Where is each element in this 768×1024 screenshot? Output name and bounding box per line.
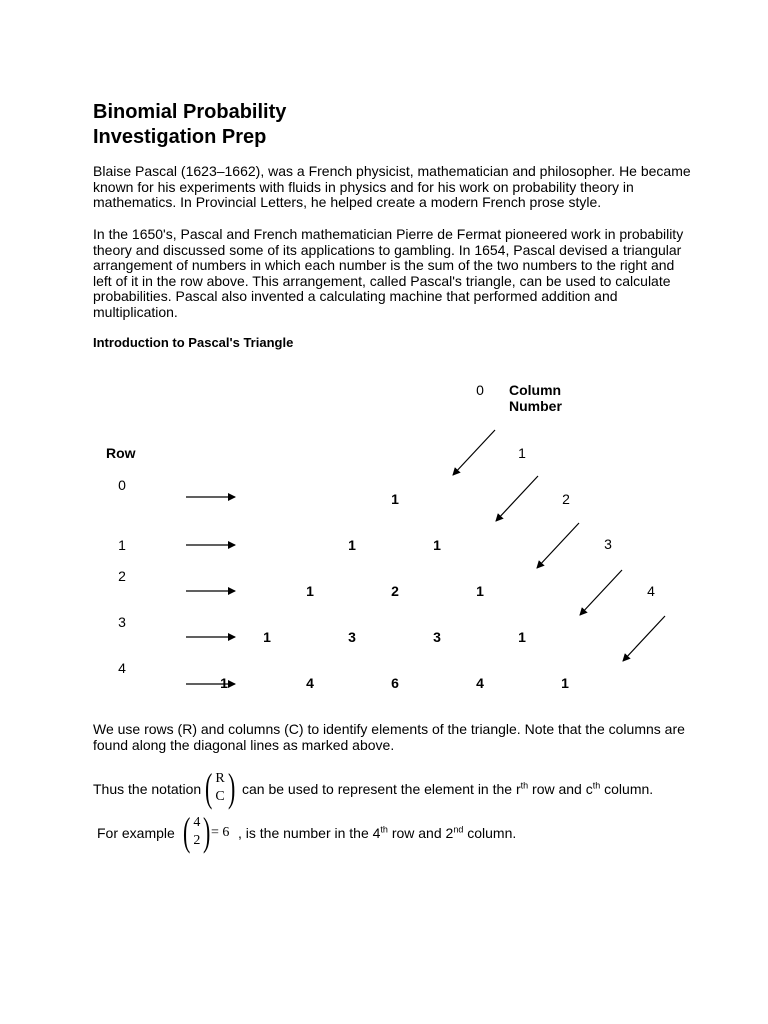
row-number-1: 1 xyxy=(118,537,126,553)
right-paren: ) xyxy=(203,809,211,854)
column-number-3: 3 xyxy=(604,536,612,552)
triangle-cell-r1-c0: 1 xyxy=(348,537,356,553)
notation-text-1: can be used to represent the element in the r xyxy=(242,781,521,797)
example-sup-2: nd xyxy=(453,824,464,835)
triangle-cell-r2-c1: 2 xyxy=(391,583,399,599)
column-arrow-4 xyxy=(623,616,665,661)
column-number-0: 0 xyxy=(476,382,484,398)
notation-description xyxy=(242,781,653,797)
column-header-line-1: Column xyxy=(509,382,562,398)
section-heading: Introduction to Pascal's Triangle xyxy=(93,335,294,350)
notation-binomial xyxy=(202,765,238,810)
notation-prefix: Thus the notation xyxy=(93,781,202,797)
triangle-cell-r2-c0: 1 xyxy=(306,583,314,599)
column-header-line-2: Number xyxy=(509,398,562,414)
triangle-cell-r4-c4: 1 xyxy=(561,675,569,691)
triangle-cell-r4-c3: 4 xyxy=(476,675,484,691)
example-description xyxy=(238,825,516,841)
intro-paragraph: Blaise Pascal (1623–1662), was a French physicist, mathematician and philosopher. He became known for his experiments with fluids in physics and for his work on probability theory in mathematics. In Provincial Letters, he helped create a modern French prose style. xyxy=(93,163,691,210)
triangle-cell-r2-c2: 1 xyxy=(476,583,484,599)
triangle-cell-r3-c0: 1 xyxy=(263,629,271,645)
right-paren: ) xyxy=(227,765,236,810)
triangle-cell-r3-c2: 3 xyxy=(433,629,441,645)
column-arrow-3 xyxy=(580,570,622,615)
example-bottom: 2 xyxy=(193,833,201,848)
column-arrow-1 xyxy=(496,476,538,521)
row-number-0: 0 xyxy=(118,477,126,493)
left-paren: ( xyxy=(182,809,191,854)
history-paragraph: In the 1650's, Pascal and French mathematician Pierre de Fermat pioneered work in probability theory and discussed some of its applications to gambling. In 1654, Pascal devised a triangular arrangement of numbers in which each number is the sum of the two numbers to the right and left of it in the row above. This arrangement, called Pascal's triangle, can be used to calculate probabilities. Pascal also invented a calculating machine that performed addition and multiplication. xyxy=(93,226,684,320)
row-number-3: 3 xyxy=(118,614,126,630)
triangle-cell-r3-c1: 3 xyxy=(348,629,356,645)
row-header: Row xyxy=(106,445,136,461)
title-line-2: Investigation Prep xyxy=(93,126,267,148)
example-sup-1: th xyxy=(380,824,388,835)
title-line-1: Binomial Probability xyxy=(93,101,287,123)
column-arrow-0 xyxy=(453,430,495,475)
notation-r-sup: th xyxy=(520,780,529,791)
triangle-cell-r1-c1: 1 xyxy=(433,537,441,553)
explanation-paragraph: We use rows (R) and columns (C) to identify elements of the triangle. Note that the columns are found along the diagonal lines as marked above. xyxy=(93,721,685,753)
triangle-cell-r4-c2: 6 xyxy=(391,675,399,691)
notation-top: R xyxy=(215,771,225,786)
notation-text-3: column. xyxy=(600,781,654,797)
example-text-1: , is the number in the 4 xyxy=(238,825,381,841)
example-binomial xyxy=(180,809,214,854)
example-text-2: row and 2 xyxy=(387,825,454,841)
row-number-2: 2 xyxy=(118,568,126,584)
notation-text-2: row and c xyxy=(528,781,593,797)
example-prefix: For example xyxy=(97,825,175,841)
example-text-3: column. xyxy=(463,825,517,841)
column-number-1: 1 xyxy=(518,445,526,461)
column-arrow-2 xyxy=(537,523,579,568)
row-number-4: 4 xyxy=(118,660,126,676)
triangle-cell-r4-c1: 4 xyxy=(306,675,314,691)
notation-c-sup: th xyxy=(592,780,601,791)
example-equals: = 6 xyxy=(211,825,230,840)
example-top: 4 xyxy=(193,815,201,830)
column-number-2: 2 xyxy=(562,491,570,507)
notation-bottom: C xyxy=(215,789,225,804)
triangle-cell-r4-c0: 1 xyxy=(220,675,228,691)
triangle-cell-r3-c3: 1 xyxy=(518,629,526,645)
column-number-4: 4 xyxy=(647,583,655,599)
left-paren: ( xyxy=(204,765,213,810)
triangle-cell-r0-c0: 1 xyxy=(391,491,399,507)
